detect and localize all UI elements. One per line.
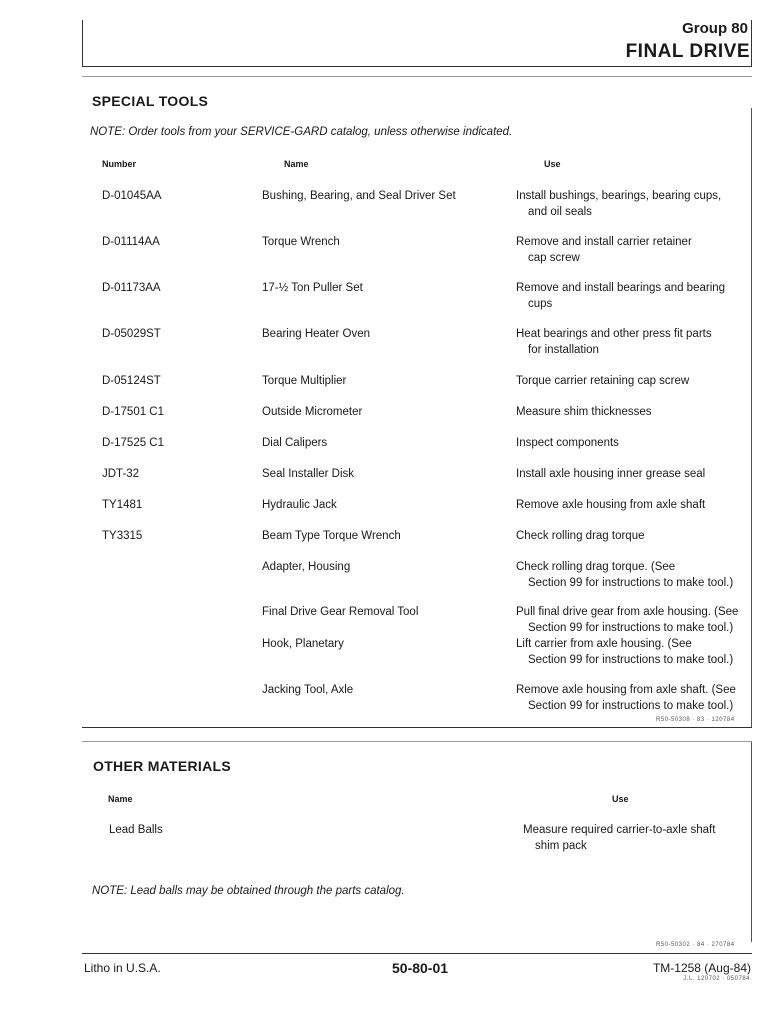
tool-name: Dial Calipers: [262, 437, 328, 449]
tool-name: Torque Wrench: [262, 236, 340, 248]
tool-number: TY1481: [102, 499, 143, 511]
tool-name: Hydraulic Jack: [262, 499, 337, 511]
tool-use-line: Section 99 for instructions to make tool.): [528, 577, 734, 589]
tool-use: [516, 326, 756, 358]
special-tools-title: SPECIAL TOOLS: [92, 93, 209, 109]
other-column-header-use: Use: [612, 794, 629, 804]
tool-use-line: Section 99 for instructions to make tool.): [528, 622, 734, 634]
tool-use: [516, 559, 756, 591]
tool-use-line: Lift carrier from axle housing. (See: [516, 638, 692, 650]
tool-use: [516, 497, 756, 513]
other-materials-top-rule: [82, 741, 752, 742]
tool-use-line: Section 99 for instructions to make tool.): [528, 654, 734, 666]
tool-use: [516, 528, 756, 544]
tool-use-line: cap screw: [528, 252, 580, 264]
tool-use: [516, 435, 756, 451]
other-materials-ref-code: R50-50302 · 84 · 270784: [656, 942, 735, 948]
tool-use-line: Measure shim thicknesses: [516, 406, 652, 418]
tool-use-line: Torque carrier retaining cap screw: [516, 375, 690, 387]
footer-top-rule: [82, 953, 752, 954]
tool-use-line: Check rolling drag torque. (See: [516, 561, 676, 573]
tool-use: [516, 373, 756, 389]
header-bottom-rule: [82, 66, 752, 67]
tool-use: [516, 404, 756, 420]
tool-number: D-05124ST: [102, 375, 161, 387]
footer-litho: Litho in U.S.A.: [84, 961, 161, 975]
material-use-line: shim pack: [535, 840, 587, 852]
tool-name: Beam Type Torque Wrench: [262, 530, 401, 542]
tool-use: [516, 234, 756, 266]
tool-use-line: and oil seals: [528, 206, 592, 218]
tool-use-line: Remove and install carrier retainer: [516, 236, 692, 248]
tool-name: Jacking Tool, Axle: [262, 684, 354, 696]
tool-number: D-05029ST: [102, 328, 161, 340]
tool-use-line: for installation: [528, 344, 599, 356]
special-tools-bottom-rule: [82, 727, 752, 728]
material-name: Lead Balls: [109, 824, 163, 836]
other-column-header-name: Name: [108, 794, 133, 804]
tool-name: Hook, Planetary: [262, 638, 344, 650]
other-materials-right-rule: [751, 742, 752, 942]
tool-use: [516, 636, 756, 668]
tool-use-line: Heat bearings and other press fit parts: [516, 328, 712, 340]
column-header-use: Use: [544, 159, 561, 169]
tool-number: D-01173AA: [102, 282, 161, 294]
page-title: FINAL DRIVE: [625, 41, 750, 62]
tool-use-line: Install axle housing inner grease seal: [516, 468, 706, 480]
tool-use-line: Remove axle housing from axle shaft: [516, 499, 706, 511]
tool-name: Adapter, Housing: [262, 561, 351, 573]
tool-number: JDT-32: [102, 468, 140, 480]
tool-number: D-01045AA: [102, 190, 162, 202]
tool-name: Final Drive Gear Removal Tool: [262, 606, 419, 618]
other-materials-title: OTHER MATERIALS: [93, 758, 232, 774]
tool-use-line: Section 99 for instructions to make tool.): [528, 700, 734, 712]
tool-name: Seal Installer Disk: [262, 468, 355, 480]
column-header-number: Number: [102, 159, 137, 169]
other-materials-note: NOTE: Lead balls may be obtained through the parts catalog.: [92, 885, 405, 897]
material-use-line: Measure required carrier-to-axle shaft: [523, 824, 716, 836]
header-left-rule: [82, 20, 83, 66]
tool-use-line: Check rolling drag torque: [516, 530, 645, 542]
header-right-rule: [751, 20, 752, 66]
tool-name: Bushing, Bearing, and Seal Driver Set: [262, 190, 456, 202]
tool-use-line: Pull final drive gear from axle housing. (See: [516, 606, 739, 618]
special-tools-ref-code: R50-50308 · 83 · 120784: [656, 717, 735, 723]
tool-name: Torque Multiplier: [262, 375, 347, 387]
tool-name: Bearing Heater Oven: [262, 328, 371, 340]
special-tools-note: NOTE: Order tools from your SERVICE-GARD catalog, unless otherwise indicated.: [90, 126, 513, 138]
column-header-name: Name: [284, 159, 309, 169]
tool-use: [516, 466, 756, 482]
tool-use-line: Remove axle housing from axle shaft. (See: [516, 684, 736, 696]
tool-use: [516, 280, 756, 312]
tool-number: TY3315: [102, 530, 143, 542]
tool-number: D-17525 C1: [102, 437, 165, 449]
tool-use: [516, 604, 756, 636]
page-number: 50-80-01: [392, 960, 449, 976]
tool-name: Outside Micrometer: [262, 406, 363, 418]
tool-use-line: Inspect components: [516, 437, 619, 449]
tool-number: D-17501 C1: [102, 406, 165, 418]
tool-use: [516, 188, 756, 220]
section-top-rule: [82, 76, 752, 77]
tool-name: 17-½ Ton Puller Set: [262, 282, 363, 294]
tool-number: D-01114AA: [102, 236, 160, 248]
group-label: Group 80: [682, 20, 748, 37]
tool-use-line: Install bushings, bearings, bearing cups,: [516, 190, 722, 202]
tool-use-line: Remove and install bearings and bearing: [516, 282, 726, 294]
material-use: [523, 822, 715, 854]
tool-use-line: cups: [528, 298, 553, 310]
tool-use: [516, 682, 756, 714]
footer-small-code: J.L. 120702 · 050784: [683, 976, 750, 982]
footer-tm-number: TM-1258 (Aug-84): [652, 961, 751, 975]
